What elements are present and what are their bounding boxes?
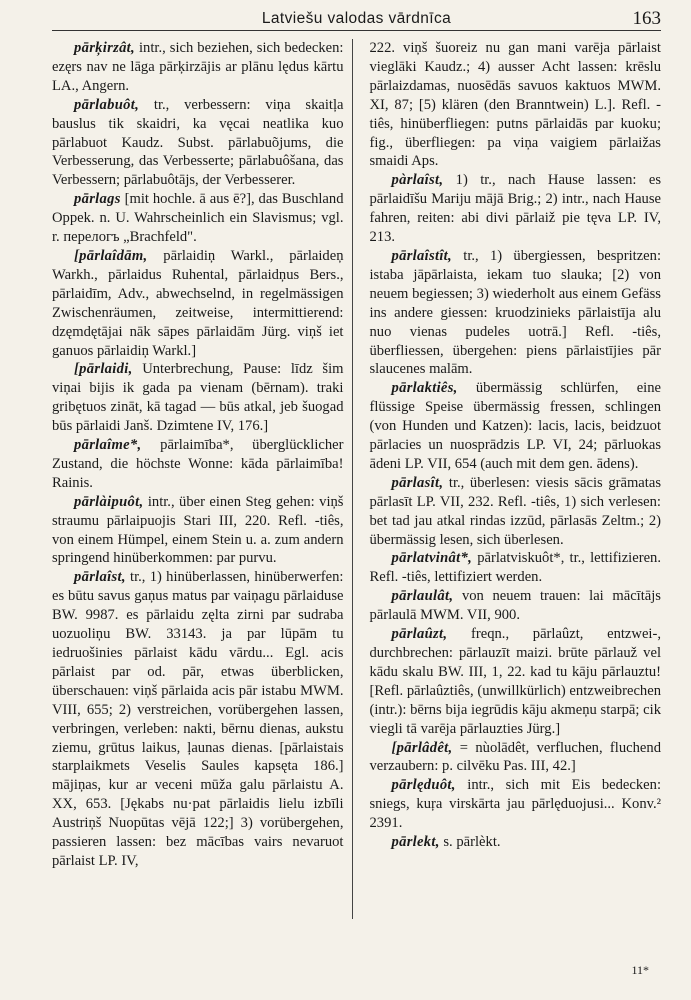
dictionary-entry (52, 436, 344, 493)
right-column (370, 39, 662, 871)
page-number: 163 (632, 8, 661, 29)
dictionary-entry (52, 96, 344, 191)
entry-definition: intr., über einen Steg gehen: viņš straumu pārlaipuojis Stari III, 220. Refl. -tiês, von einem Hümpel, einem Stein u. a. zum andern springend hinüberkommen: par purvu. (52, 493, 344, 567)
headword: pārlaktiês, (391, 380, 458, 397)
entry-definition: = nùolādêt, verfluchen, fluchend verzaubern: p. cilvēku Pas. III, 42.] (369, 739, 661, 775)
dictionary-entry (370, 625, 662, 738)
entry-definition: pārlaimība*, überglücklicher Zustand, die höchste Wonne: kāda pārlaimība! Rainis. (52, 437, 344, 491)
two-column-body (52, 39, 661, 871)
headword: pārlęduôt, (391, 777, 456, 794)
dictionary-entry (370, 549, 662, 587)
entry-definition: 1) tr., nach Hause lassen: es pārlaidīšu Mariju mājā Brig.; 2) intr., nach Hause fahren, reiten: abi divi pārlaiž pie tęva LP. IV, 213. (369, 172, 662, 246)
headword: pārlaîstît, (391, 247, 452, 264)
dictionary-entry (370, 247, 662, 379)
entry-continuation (370, 39, 662, 171)
headword: pārķirzât, (74, 40, 135, 56)
dictionary-entry (370, 833, 662, 852)
headword: pārlasît, (391, 474, 444, 491)
headword: [pārlâdêt, (391, 739, 453, 756)
dictionary-entry (52, 39, 344, 96)
headword: pārlàipuôt, (74, 493, 144, 510)
entry-text: 222. viņš šuoreiz nu gan mani varēja pārlaist vieglāki Kaudz.; 4) ausser Acht lassen: krēslu pārlaizdamas, nuosēdās savuos kaktuos MWM. XI, 87; [5) klären (den Branntwein) L.]. Refl. -tiês, hinüberfliegen: putns pārlaidās par kuoku; fig., überfliegen: pa viņa vaigiem pārlaižas smaidi Aps. (369, 40, 661, 170)
entry-definition: übermässig schlürfen, eine flüssige Speise übermässig fressen, schlingen (von Hunden und Katzen): lacis, lacis, beidzuot pārlacies un nuosprādzis LP. VI, 24; pārluokas ādeni LP. VII, 654 (auch mit dem gen. ādens). (369, 380, 661, 472)
dictionary-entry (370, 474, 662, 550)
headword: pārlags (74, 191, 121, 208)
dictionary-entry (370, 739, 662, 777)
headword: [pārlaîdām, (74, 247, 148, 264)
headword: pārlekt, (391, 834, 440, 851)
entry-definition: intr., sich beziehen, sich bedecken: ezęrs nav ne lāga pārķirzājis ar plānu lędus kārtu LA., Angern. (52, 40, 344, 94)
left-column (52, 39, 344, 871)
dictionary-entry (370, 776, 662, 833)
entry-definition: intr., sich mit Eis bedecken: sniegs, kuŗa virskārta jau pārlęduojusi... Konv.² 2391. (369, 777, 662, 832)
entry-definition: freqn., pārlaûzt, entzwei-, durchbrechen: pārlauzīt maizi. brūte pārlauž vel kādu skalu BW. III, 1, 22. kad tu kāju pārlauztu! [Refl. pārlaûztiês, (unwillkürlich) entzweibrechen (intr.): bērns bija iegrūdis kāju akmeņu starpā; cik viegli tā varēja pārlauzties Jürg.] (369, 626, 661, 737)
entry-definition: tr., überlesen: viesis sācis grāmatas pārlasīt LP. VII, 232. Refl. -tiês, 1) sich verlesen: bet tad jau atkal rindas izzūd, pārlasās Zeltm.; 2) übermässig lesen, sich überlesen. (369, 474, 661, 548)
entry-definition: tr., verbessern: viņa skaitļa bauslus tik skaidri, ka vęcai neatlika kuo pārlabuot Kaudz. Subst. pārlabuõjums, die Verbesserung, das Verbesserte; pārlabuôšana, das Verbessern; pārlabuôtājs, der Verbesserer. (52, 96, 344, 189)
dictionary-entry (370, 379, 662, 474)
entry-definition: [mit hochle. ā aus ē?], das Buschland Oppek. n. U. Wahrscheinlich ein Slavismus; vgl. r. перелогъ „Brachfeld". (52, 191, 344, 246)
dictionary-entry (370, 587, 662, 625)
page-title: Latviešu valodas vārdnīca (261, 10, 452, 27)
headword: pàrlaîst, (391, 172, 444, 189)
running-header (52, 6, 661, 31)
dictionary-entry (52, 360, 344, 436)
headword: pārlabuôt, (74, 96, 140, 113)
headword: [pārlaidi, (74, 361, 133, 378)
entry-definition: pārlaidiņ Warkl., pārlaideņ Warkh., pārlaidus Ruhental, pārlaidņus Bers., pārlaidīm, Adv., abwechselnd, in regelmässigen Zwischenräumen, zeitweise, intermittierend: dzęmdętājai nāk sāpes pārlaidām Jürg. viņš iet ganuos pārlaidiņ Warkl.] (52, 247, 344, 359)
dictionary-entry (52, 190, 344, 247)
headword: pārlaûzt, (391, 626, 448, 643)
dictionary-entry (370, 171, 662, 247)
entry-definition: tr., 1) hinüberlassen, hinüberwerfen: es būtu savus gaņus matus par vaiņagu pārlaiduse BW. 9987. es pārlaidu zęlta zirni par sudraba uozuoliņu BW. 33143. ja par lūpām tu iedruošinies pārlaist kādu vārdu... Egl. acis pārlaist par od. pār, etwas überblicken, überschauen: viņš pārlaida acis pār istabu MWM. VIII, 655; 2) verstreichen, vorübergehen lassen, verbringen, verleben: nakti, bērnu dienas, aukstu ziemu, grūtus laikus, ļaunas dienas. [pārlaistais starplaikmets Veselis Saules kapsęta 186.] mājiņas, kur ar veceni mūža galu pārlaistu A. XX, 653. [Jękabs nu·pat pārlaidis lielu izbīli Austriņš Nuopūtas vējā 122;] 3) vorübergehen, passieren lassen: bez mācības vairs nevaruot pārlaist LP. IV, (52, 569, 344, 869)
dictionary-entry (52, 568, 344, 871)
entry-definition: Unterbrechung, Pause: līdz šim viņai bijis ik gada pa vienam (bērnam). traki gribętuos zināt, kā tagad — būs atkal, jeb šuogad būs pārlaidi Janš. Dzimtene IV, 176.] (52, 361, 344, 435)
headword: pārlatvinât*, (391, 550, 473, 567)
headword: pārlaulât, (391, 588, 454, 605)
dictionary-entry (52, 247, 344, 360)
entry-definition: s. pārlèkt. (443, 834, 501, 851)
headword: pārlaîme*, (74, 437, 142, 454)
column-divider (352, 39, 353, 919)
entry-definition: von neuem trauen: lai mācītājs pārlaulā MWM. VII, 900. (369, 588, 661, 624)
sheet-signature: 11* (631, 963, 649, 977)
headword: pārlaîst, (74, 569, 126, 586)
entry-definition: tr., 1) übergiessen, bespritzen: istaba jāpārlaista, iekam tuo slauka; [2) von neuem begiessen; 3) wiederholt aus einem Gefäss ins andere giessen: kruodzinieks pārlaistīja alu nuo vienas pudeles uotrā.] Refl. -tiês, überfliessen, übergehen: piens pārlaistījies pār slaucenes malām. (369, 247, 662, 378)
dictionary-entry (52, 493, 344, 569)
entry-definition: pārlatviskuôt*, tr., lettifizieren. Refl. -tiês, lettifiziert werden. (369, 550, 661, 586)
